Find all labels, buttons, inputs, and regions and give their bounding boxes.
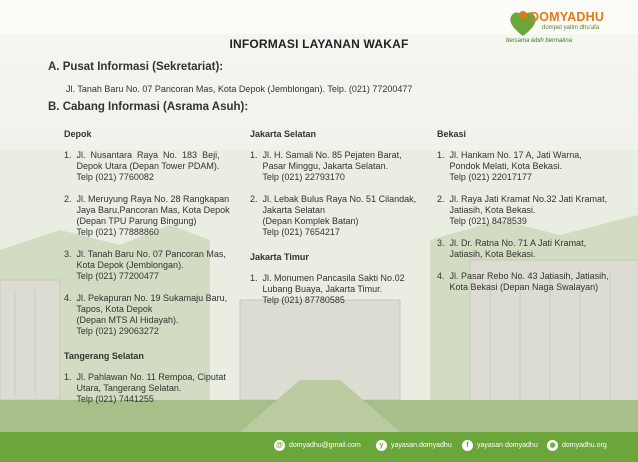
branch-item: 2. Jl. Raya Jati Kramat No.32 Jati Kramat, Jatiasih, Kota Bekasi. Telp (021) 8478539: [437, 194, 608, 226]
branch-item: 1. Jl. Nusantara Raya No. 183 Beji, Depok Utara (Depan Tower PDAM). Telp (021) 7760082: [64, 150, 220, 182]
region-heading-bekasi: Bekasi: [437, 129, 467, 139]
branch-item: 1. Jl. Pahlawan No. 11 Rempoa, Ciputat Utara, Tangerang Selatan. Telp (021) 7441255: [64, 372, 226, 404]
column-bekasi: [437, 129, 632, 304]
facebook-icon: f: [462, 440, 473, 451]
branch-item: 4. Jl. Pekapuran No. 19 Sukamaju Baru, Tapos, Kota Depok (Depan MTS Al Hidayah). Telp (021) 29063272: [64, 293, 228, 336]
branch-item: 1. Jl. H. Samali No. 85 Pejaten Barat, Pasar Minggu, Jakarta Selatan. Telp (021) 22793170: [250, 150, 402, 182]
region-heading-jakarta-selatan: Jakarta Selatan: [250, 129, 317, 139]
branch-item: 4. Jl. Pasar Rebo No. 43 Jatiasih, Jatiasih, Kota Bekasi (Depan Naga Swalayan): [437, 271, 609, 292]
brand-subtitle: dompet yatim dhu'afa: [542, 25, 600, 31]
branch-item: 1. Jl. Hankam No. 17 A, Jati Warna, Pondok Melati, Kota Bekasi. Telp (021) 22017177: [437, 150, 582, 182]
region-heading-tangerang: Tangerang Selatan: [64, 351, 144, 361]
column-jakarta: [250, 129, 430, 317]
footer-website[interactable]: domyadhu.org: [562, 442, 607, 449]
region-heading-depok: Depok: [64, 129, 92, 139]
globe-icon: ◉: [547, 440, 558, 451]
branch-item: 2. Jl. Lebak Bulus Raya No. 51 Cilandak, Jakarta Selatan (Depan Komplek Batan) Telp (021) 7654217: [250, 194, 417, 237]
footer-facebook[interactable]: yayasan domyadhu: [477, 442, 538, 449]
email-icon: @: [274, 440, 285, 451]
branch-item: 3. Jl. Dr. Ratna No. 71 A Jati Kramat, Jatiasih, Kota Bekasi.: [437, 238, 587, 259]
section-a-heading: A. Pusat Informasi (Sekretariat):: [48, 61, 224, 73]
footer-bar: [0, 432, 638, 462]
column-depok: [64, 129, 244, 416]
section-a-address: Jl. Tanah Baru No. 07 Pancoran Mas, Kota Depok (Jemblongan). Telp. (021) 77200477: [66, 84, 413, 94]
footer-email[interactable]: domyadhu@gmail.com: [289, 442, 361, 449]
brand-name: DOMYADHU: [530, 10, 605, 24]
page-title: INFORMASI LAYANAN WAKAF: [229, 37, 409, 51]
brand-tagline: bersama lebih bermakna: [506, 38, 573, 44]
footer-yahoo[interactable]: yayasan.domyadhu: [391, 442, 452, 449]
section-b-heading: B. Cabang Informasi (Asrama Asuh):: [48, 101, 249, 113]
branch-item: 1. Jl. Monumen Pancasila Sakti No.02 Lubang Buaya, Jakarta Timur. Telp (021) 87780585: [250, 273, 405, 305]
region-heading-jakarta-timur: Jakarta Timur: [250, 252, 309, 262]
branch-item: 2. Jl. Meruyung Raya No. 28 Rangkapan Jaya Baru,Pancoran Mas, Kota Depok (Depan TPU Parung Bingung) Telp (021) 77888860: [64, 194, 230, 237]
yahoo-icon: y: [376, 440, 387, 451]
branch-item: 3. Jl. Tanah Baru No. 07 Pancoran Mas, Kota Depok (Jemblongan). Telp (021) 77200477: [64, 249, 226, 281]
